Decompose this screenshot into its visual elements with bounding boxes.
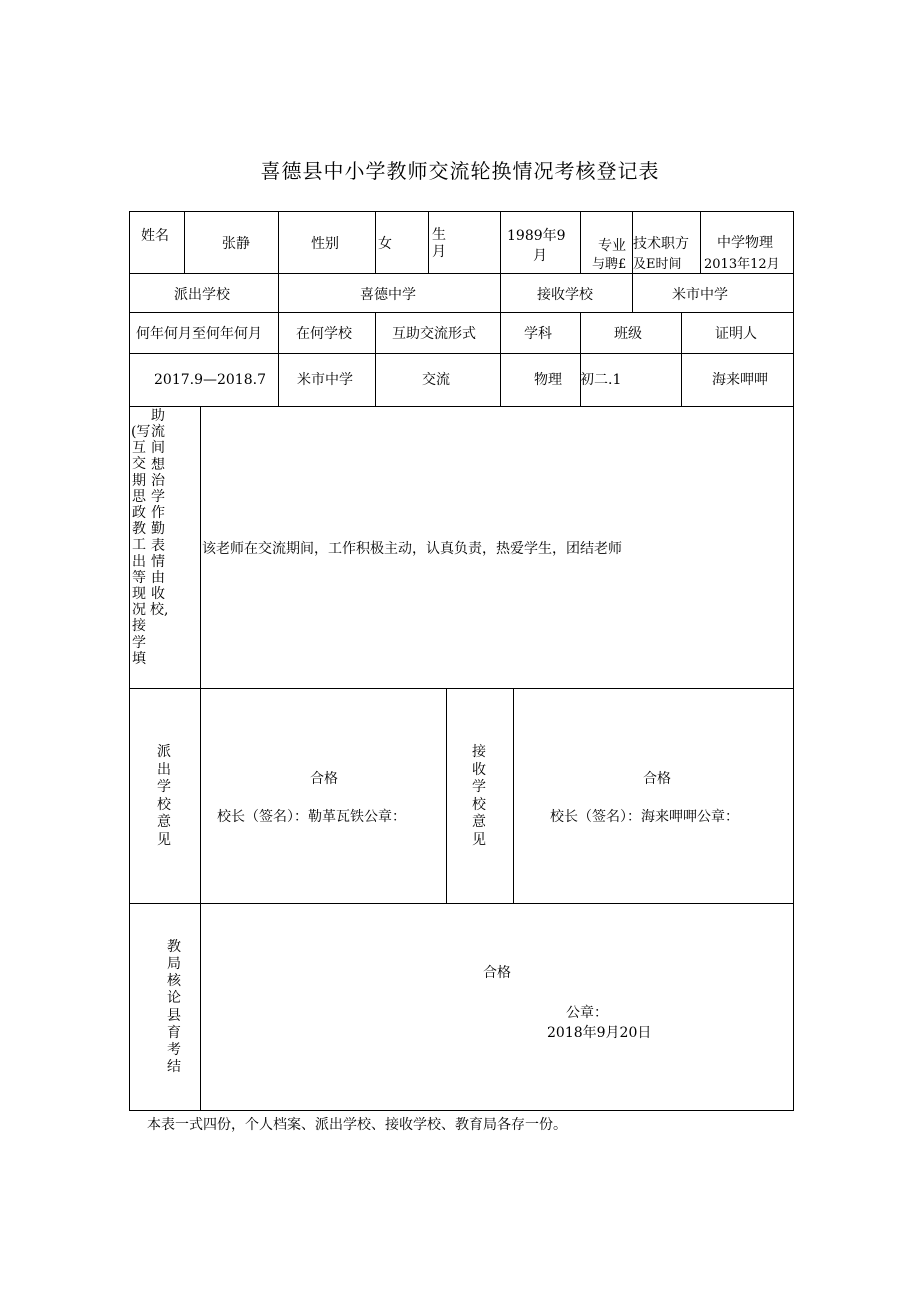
tech-label-line1: 技术职方 [633,236,689,252]
performance-label-col1: (写互交期思政教工出等现况接学填 [131,424,151,667]
gender-value: 女 [378,236,392,252]
send-opinion-signature: 校长（签名）：勒革瓦铁公章： [217,809,406,825]
witness-header: 证明人 [715,326,757,342]
performance-content: 该老师在交流期间，工作积极主动，认真负责，热爱学生，团结老师 [202,541,622,557]
period-value: 2017.9—2018.7 [154,372,266,388]
send-opinion-label: 派出学校意见 [157,744,171,848]
col-divider [513,688,514,903]
col-divider [278,273,279,312]
col-divider [428,211,429,273]
name-value: 张静 [222,236,250,252]
subject-value: 物理 [534,372,562,388]
col-divider [200,406,201,1111]
period-header: 何年何月至何年何月 [136,326,262,342]
col-divider [580,211,581,273]
col-divider [446,688,447,903]
birth-label: 生月 [432,227,446,260]
col-divider [681,312,682,406]
tech-label-line2: 及E时间 [633,257,682,272]
form-value: 交流 [422,372,450,388]
col-divider [278,312,279,406]
form-header: 互助交流形式 [392,326,476,342]
row-divider [129,353,794,354]
birth-value-line2: 月 [533,248,547,264]
receive-opinion-result: 合格 [643,771,671,787]
col-divider [184,211,185,273]
bureau-label-col2: 教 [167,939,181,955]
major-label-line2: 与聘£ [592,257,627,272]
footnote: 本表一式四份，个人档案、派出学校、接收学校、教育局各存一份。 [147,1117,567,1133]
name-label: 姓名 [141,228,169,244]
registration-table [129,211,794,1111]
bureau-label-col1: 局核论县育考结 [167,956,181,1076]
col-divider [500,312,501,406]
bureau-result: 合格 [483,965,511,981]
row-divider [129,273,794,274]
bureau-date: 2018年9月20日 [547,1025,652,1041]
col-divider [500,273,501,312]
gender-label: 性别 [311,236,339,252]
send-opinion-result: 合格 [310,771,338,787]
col-divider [632,273,633,312]
col-divider [580,312,581,406]
send-school-label: 派出学校 [174,287,230,303]
witness-value: 海来呷呷 [712,372,768,388]
col-divider [700,211,701,273]
subject-header: 学科 [524,326,552,342]
col-divider [278,211,279,273]
tech-value-line2: 2013年12月 [704,257,780,272]
receive-school-label: 接收学校 [537,287,593,303]
bureau-seal: 公章： [566,1005,608,1021]
major-label-line1: 专业 [598,238,626,254]
row-divider [129,312,794,313]
birth-value-line1: 1989年9 [507,228,566,244]
tech-value-line1: 中学物理 [717,235,773,251]
receive-opinion-signature: 校长（签名）：海来呷呷公章： [550,809,739,825]
school-header: 在何学校 [296,326,352,342]
col-divider [500,211,501,273]
row-divider [129,903,794,904]
receive-opinion-label: 接收学校意见 [472,744,486,848]
class-value: 初二.1 [580,372,622,388]
performance-label-col2: 助流间想治学作勤表情由收校, [150,408,169,619]
row-divider [129,688,794,689]
send-school-value: 喜德中学 [360,287,416,303]
form-title: 喜德县中小学教师交流轮换情况考核登记表 [260,159,660,183]
class-header: 班级 [614,326,642,342]
school-value: 米市中学 [297,372,353,388]
col-divider [375,312,376,406]
row-divider [129,406,794,407]
col-divider [375,211,376,273]
receive-school-value: 米市中学 [672,287,728,303]
